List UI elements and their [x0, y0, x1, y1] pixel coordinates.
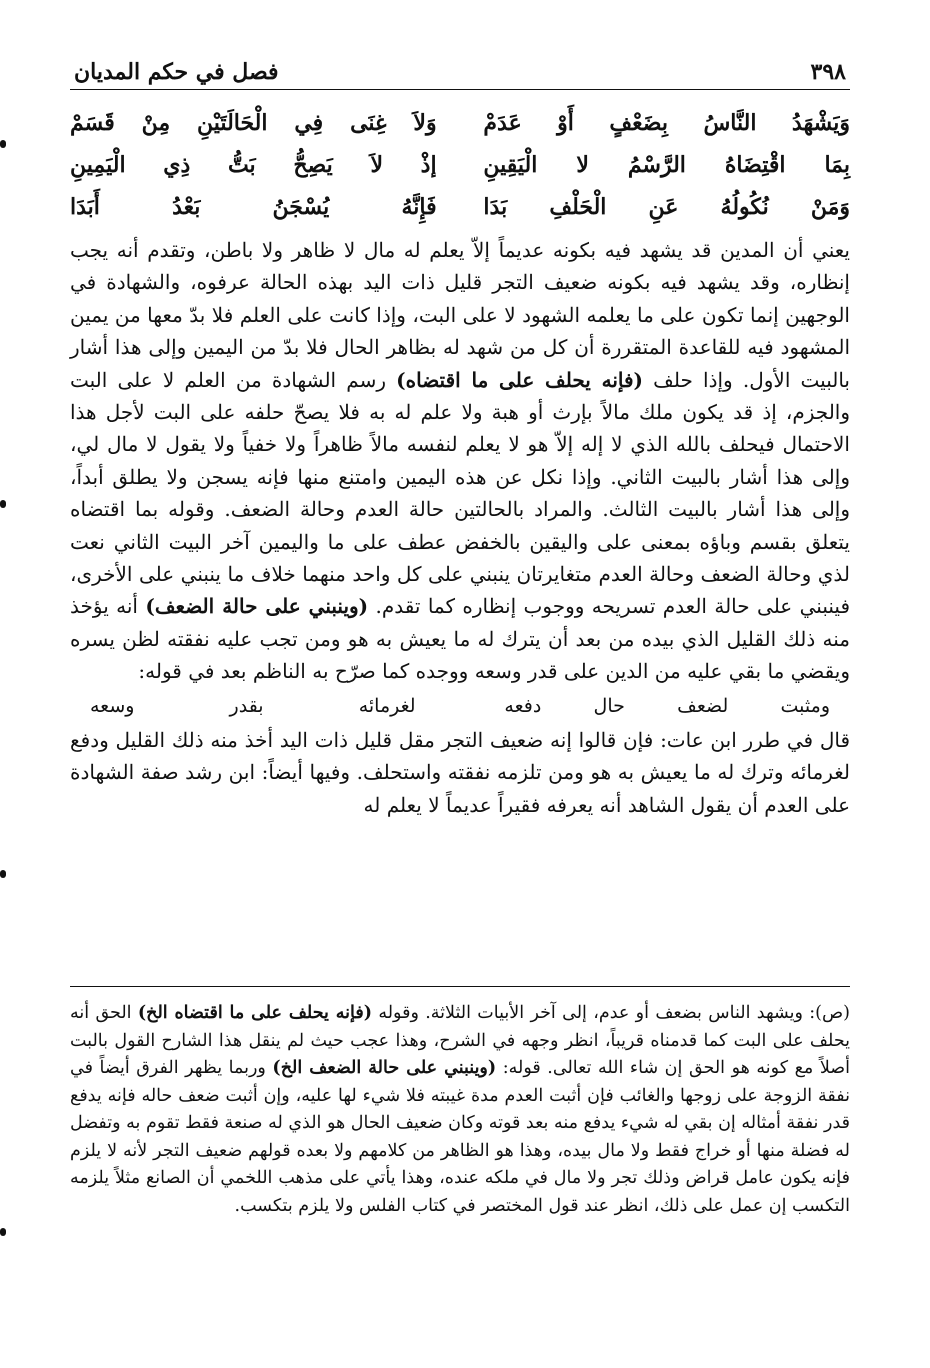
- footnote-divider: [70, 986, 850, 987]
- commentary-text: [70, 234, 850, 821]
- text-run: رسم الشهادة من العلم لا على البت والجزم، إذ قد يكون ملك مالاً بإرث أو هبة ولا علم له به فلا يصحّ حلفه على البت لأجل هذا الاحتمال فيحلف بالله الذي لا إله إلاّ هو لا يعلم لنفسه مالاً ظاهراً ولا خفياً ولا يقول لا مال لي، وإلى هذا أشار بالبيت الثاني. وإذا نكل عن هذه اليمين وامتنع منها فإنه يسجن ولا يطلق أبداً، وإلى هذا أشار بالبيت الثالث. والمراد بالحالتين حالة العدم وحالة الضعف. وقوله بما اقتضاه يتعلق بقسم وباؤه بمعنى على واليقين بالخفض عطف على ما واليمين آخر البيت الثاني نعت لذي وحالة الضعف وحالة العدم متغايرتان ينبني على كل واحد منهما خلاف ما ينبني على الأخرى، فينبني على حالة العدم تسريحه ووجوب إنظاره كما تقدم.: [70, 367, 850, 619]
- scan-edge-mark: [0, 500, 6, 508]
- text-run: يعني أن المدين قد يشهد فيه بكونه عديماً إلاّ يعلم له مال لا ظاهر ولا باطن، وتقدم أنه يجب إنظاره، وقد يشهد فيه بكونه ضعيف التجر قليل ذات اليد بهذه الحالة عرفوه، والشهادة في الوجهين إنما تكون على ما يعلمه الشهود لا على البت، وإذا كانت على العلم فلا بدّ معها من يمين المشهود فيه للقاعدة المتقررة أن كل من شهد له بظاهر الحال فلا بدّ من اليمين وإلى هذا أشار بالبيت الأول. وإذا حلف: [70, 238, 850, 392]
- quoted-verse-fragment: (فإنه يحلف على ما اقتضاه الخ): [137, 1003, 372, 1023]
- scan-edge-mark: [0, 870, 6, 878]
- verse-line: [70, 186, 850, 228]
- quoted-verse-fragment: (وينبني على حالة الضعف الخ): [272, 1058, 497, 1078]
- text-run: وربما يظهر الفرق أيضاً في نفقة الزوجة على زوجها والغائب فإن أثبت العدم مدة غيبته فلا شيء لها عليه، وإن أثبت ضعف حاله فإنه يدفع قدر نفقة أمثاله إن بقي له شيء يدفع منه بعد قوته وكان ضعيف الحال هو الذي له صنعة فقط تقوم به وتفضل له فضلة منها أو خراج فقط ولا مال بيده، وهذا هو الظاهر من كلامهم ولا بعده قولهم ضعيف التجر لأنه لا يلزم فإنه يكون عامل قراض وذلك تجر ولا مال في ملكه عنده، وهذا يأتي على مذهب اللخمي أن الصانع مثلاً يلزمه التكسب إن عمل على ذلك، انظر عند قول المختصر في كتاب الفلس ولا يلزم بتكسب.: [70, 1058, 850, 1216]
- verse-hemistich-left: فَإِنَّهُ يُسْجَنُ بَعْدُ أَبَدَا: [70, 194, 437, 220]
- footnote: [70, 1000, 850, 1220]
- verse-hemistich-right: بِمَا اقْتِضَاهُ الرَّسْمُ لا الْيَقِينِ: [483, 152, 850, 178]
- verse-hemistich-left: إذْ لاَ يَصِحُّ بَتُّ ذِي الْيَمِينِ: [70, 152, 437, 178]
- inline-verse: [70, 688, 850, 724]
- page: [70, 55, 850, 821]
- quoted-verse-fragment: (فإنه يحلف على ما اقتضاه): [396, 367, 644, 392]
- chapter-title: فصل في حكم المديان: [74, 59, 279, 85]
- text-run: الحق أنه يحلف على البت كما قدمناه قريباً، انظر وجهه في الشرح، وهذا عجب حيث لم ينقل هذا الشارح القول بالبت أصلاً مع كونه هو الحق إن شاء الله تعالى. قوله:: [70, 1003, 850, 1078]
- verse-hemistich-left: وَلاَ غِنَى فِي الْحَالَتَيْنِ مِنْ قَسَمْ: [70, 110, 437, 136]
- text-run: أنه يؤخذ منه ذلك القليل الذي بيده من بعد أن يترك له ما يعيش به هو ومن تجب عليه نفقته لظن يسره ويقضي ما بقي عليه من الدين على قدر وسعه ووجده كما صرّح به الناظم بعد في قوله:: [70, 594, 850, 684]
- verse-block: [70, 102, 850, 228]
- verse-hemistich-right: وَيَشْهَدُ النَّاسُ بِضَعْفٍ أَوْ عَدَمْ: [483, 110, 850, 136]
- commentary-paragraph: [70, 234, 850, 688]
- verse-hemistich-left: لغرمائه بقدر وسعه: [90, 694, 416, 717]
- scan-edge-mark: [0, 1228, 6, 1236]
- verse-hemistich-right: ومثبت لضعف حال دفعه: [504, 694, 830, 717]
- verse-hemistich-right: وَمَنْ نُكُولُهُ عَنِ الْحَلْفِ بَدَا: [483, 194, 850, 220]
- commentary-paragraph: قال في طرر ابن عات: فإن قالوا إنه ضعيف التجر مقل قليل ذات اليد أخذ منه ذلك القليل ودفع لغرمائه وترك له ما يعيش به هو ومن تلزمه نفقته واستحلف. وفيها أيضاً: ابن رشد صفة الشهادة على العدم أن يقول الشاهد أنه يعرفه فقيراً عديماً لا يعلم له: [70, 727, 851, 817]
- page-number: ٣٩٨: [810, 59, 846, 85]
- running-header: [70, 55, 850, 90]
- scan-edge-mark: [0, 140, 6, 148]
- quoted-verse-fragment: (وينبني على حالة الضعف): [145, 594, 369, 619]
- verse-line: [70, 102, 850, 144]
- verse-line: [70, 144, 850, 186]
- text-run: (ص): ويشهد الناس بضعف أو عدم، إلى آخر الأبيات الثلاثة. وقوله: [372, 1003, 850, 1023]
